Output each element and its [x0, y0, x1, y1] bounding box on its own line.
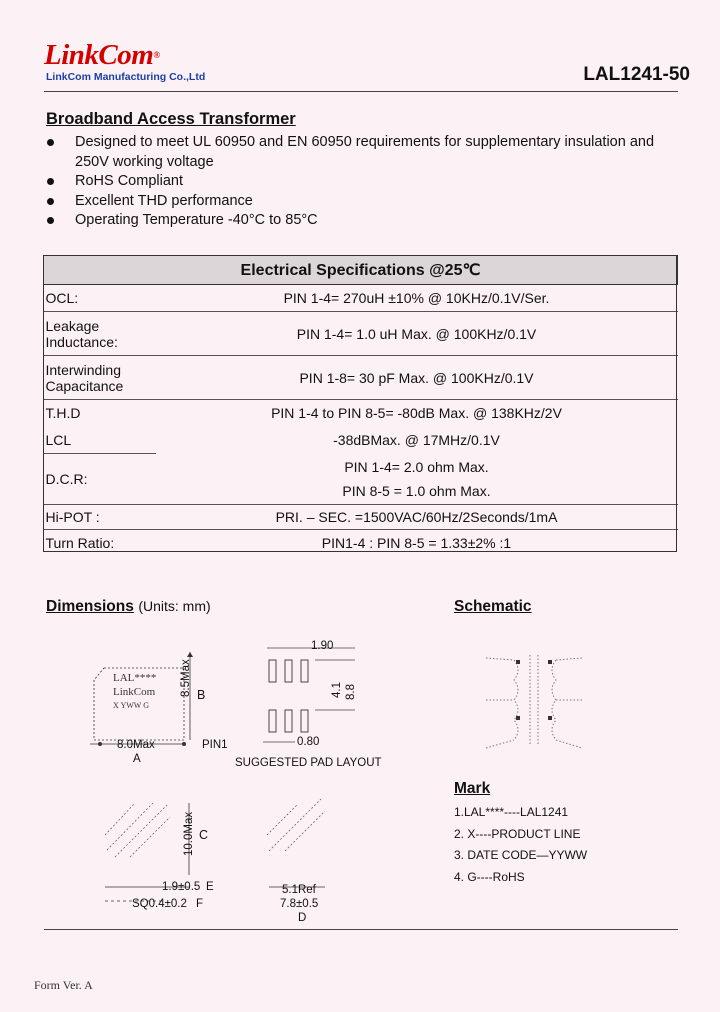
spec-label: OCL:	[44, 285, 156, 312]
label-b: B	[197, 688, 206, 702]
mark-line: 1.LAL****----LAL1241	[454, 805, 569, 819]
spec-label: Turn Ratio:	[45, 534, 115, 551]
marking-line: LinkCom	[113, 686, 156, 698]
spec-table-heading: Electrical Specifications @25℃	[44, 256, 678, 285]
table-row	[44, 285, 678, 312]
dim-10-0: 10.0Max	[183, 811, 195, 856]
registered-mark: ®	[153, 50, 160, 60]
spec-value: PRI. – SEC. =1500VAC/60Hz/2Seconds/1mA	[156, 505, 678, 530]
spec-value: PIN 1-4 to PIN 8-5= -80dB Max. @ 138KHz/2V	[271, 405, 562, 422]
dimensions-units: (Units: mm)	[138, 598, 211, 614]
logo-text: LinkCom	[44, 39, 154, 71]
marking-line: LAL****	[113, 672, 157, 684]
feature-item: Designed to meet UL 60950 and EN 60950 requirements for supplementary insulation and 250V working voltage	[46, 133, 676, 172]
electrical-spec-table	[43, 255, 678, 556]
header-divider	[44, 91, 678, 92]
table-row	[44, 427, 678, 454]
feature-list	[46, 133, 676, 231]
dimensions-heading: Dimensions	[46, 598, 134, 615]
pin1-label: PIN1	[202, 739, 228, 751]
spec-label: D.C.R:	[44, 454, 156, 505]
spec-value-line: PIN 1-4= 2.0 ohm Max.	[344, 458, 489, 475]
dim-7-8: 7.8±0.5	[280, 898, 319, 910]
spec-label: LCL	[44, 427, 156, 454]
dim-8-0: 8.0Max	[117, 739, 155, 751]
feature-item: Excellent THD performance	[46, 192, 676, 212]
mark-line: 2. X----PRODUCT LINE	[454, 826, 581, 841]
label-d: D	[298, 912, 307, 924]
dim-8-5: 8.5Max	[180, 659, 192, 697]
feature-item: Operating Temperature -40°C to 85°C	[46, 211, 676, 231]
table-row	[44, 530, 678, 556]
label-f: F	[196, 898, 204, 910]
mark-list	[454, 802, 587, 888]
part-marking	[113, 671, 156, 713]
marking-line: X YWW G	[113, 701, 149, 710]
pad-8-8: 8.8	[345, 684, 357, 700]
spec-value-line: PIN 8-5 = 1.0 ohm Max.	[342, 482, 491, 499]
part-number: LAL1241-50	[583, 64, 690, 85]
spec-value: PIN 1-4= 1.0 uH Max. @ 100KHz/0.1V	[156, 312, 678, 356]
label-c: C	[199, 828, 209, 842]
label-e: E	[206, 881, 214, 893]
company-logo	[44, 40, 160, 70]
spec-value	[156, 454, 678, 505]
dimensions-heading-block	[46, 598, 211, 616]
spec-value: PIN 1-4= 270uH ±10% @ 10KHz/0.1V/Ser.	[156, 285, 678, 312]
spec-value: PIN 1-8= 30 pF Max. @ 100KHz/0.1V	[156, 356, 678, 400]
schematic-diagram	[470, 640, 600, 770]
spec-value: PIN1-4 : PIN 8-5 = 1.33±2% :1	[321, 534, 512, 551]
spec-label: Hi-POT :	[44, 505, 156, 530]
spec-value: -38dBMax. @ 17MHz/0.1V	[333, 432, 500, 448]
schematic-heading: Schematic	[454, 598, 532, 615]
dim-5-1: 5.1Ref	[282, 884, 316, 896]
table-row	[44, 400, 678, 427]
pad-1-90: 1.90	[311, 640, 334, 652]
mark-line: 3. DATE CODE—YYWW	[454, 848, 588, 862]
mark-line: 4. G----RoHS	[454, 869, 525, 884]
company-name: LinkCom Manufacturing Co.,Ltd	[46, 71, 206, 83]
feature-item: RoHS Compliant	[46, 172, 676, 192]
spec-label: Leakage Inductance:	[44, 312, 156, 356]
label-a: A	[133, 753, 141, 765]
product-title: Broadband Access Transformer	[46, 110, 296, 128]
form-version: Form Ver. A	[34, 978, 93, 992]
pad-4-1: 4.1	[331, 682, 343, 698]
table-row	[44, 505, 678, 530]
pad-layout-caption: SUGGESTED PAD LAYOUT	[235, 757, 382, 769]
mark-heading: Mark	[454, 780, 491, 797]
pad-0-80: 0.80	[297, 736, 320, 748]
table-row	[44, 356, 678, 400]
table-row	[44, 454, 678, 505]
footer-divider	[44, 929, 678, 930]
dim-1-9: 1.9±0.5	[162, 881, 201, 893]
end-view-drawing	[255, 795, 355, 895]
spec-label: T.H.D	[45, 405, 81, 422]
table-row	[44, 312, 678, 356]
side-view-drawing	[95, 795, 215, 915]
dim-sq: SQ0.4±0.2	[132, 898, 187, 910]
spec-label: Interwinding Capacitance	[44, 356, 156, 400]
